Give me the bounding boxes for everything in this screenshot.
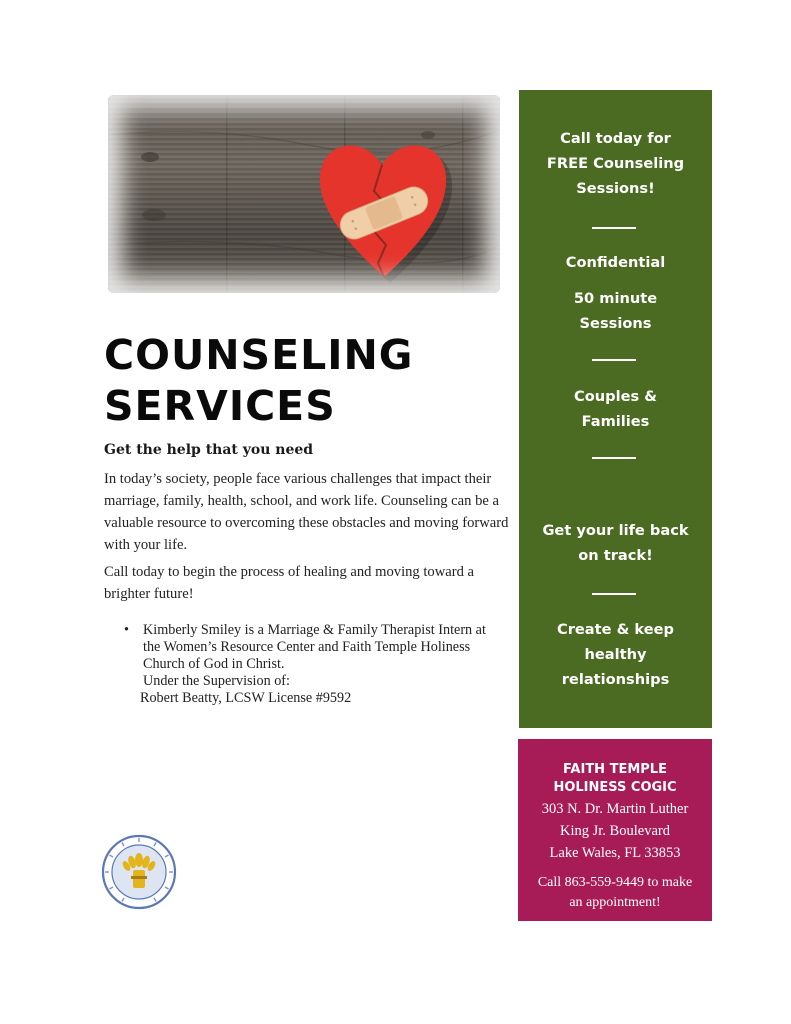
bullet-icon: • [124,622,129,638]
sidebar-line: Create & keep [557,621,674,638]
appointment-call [518,873,712,913]
couples-families-text [519,384,712,434]
sidebar-line: on track! [578,547,653,564]
address-line: King Jr. Boulevard [560,823,670,839]
church-name-line: HOLINESS COGIC [553,780,677,795]
church-name-line: FAITH TEMPLE [563,762,667,777]
relationships-text [519,617,712,692]
sidebar-line: 50 minute [573,290,658,307]
sidebar-line: Confidential [565,254,666,271]
page-title: COUNSELING SERVICES [104,331,414,430]
sidebar-line: Get your life back [542,522,689,539]
sidebar-line: healthy [584,646,647,663]
sidebar-line: Sessions! [576,180,655,197]
broken-heart-illustration [108,95,500,293]
therapist-line: Under the Supervision of: [143,673,290,689]
call-to-action-paragraph: Call today to begin the process of healing and moving toward a brighter future! [104,564,475,602]
church-address [518,798,712,864]
therapist-info [140,622,518,707]
confidential-text [519,250,712,275]
divider [592,359,636,361]
sidebar-line: Families [581,413,650,430]
sidebar-line: relationships [561,671,670,688]
sidebar-line: Sessions [579,315,652,332]
call-line: Call 863-559-9449 to make [537,875,693,890]
free-sessions-text [519,126,712,201]
divider [592,593,636,595]
therapist-line: Kimberly Smiley is a Marriage & Family Therapist Intern at [143,622,486,638]
therapist-line: the Women’s Resource Center and Faith Temple Holiness [143,639,471,655]
address-line: Lake Wales, FL 33853 [549,845,681,861]
divider [592,227,636,229]
therapist-line: Robert Beatty, LCSW License #9592 [140,690,352,706]
address-line: 303 N. Dr. Martin Luther [541,801,689,817]
church-name [518,761,712,797]
seal-icon [101,834,177,910]
sidebar-line: Call today for [560,130,671,147]
sidebar-line: FREE Counseling [546,155,685,172]
sidebar-line: Couples & [574,388,657,405]
church-seal-logo [101,834,177,910]
therapist-line: Church of God in Christ. [143,656,285,672]
benefits-sidebar [519,90,712,728]
call-line: an appointment! [569,895,661,910]
contact-panel [518,739,712,921]
life-back-text [519,518,712,568]
hero-photo [108,95,500,293]
subheading: Get the help that you need [104,442,314,458]
intro-paragraph: In today’s society, people face various challenges that impact their marriage, family, health, school, and work life. Counseling can be a valuable resource to overcoming these obstacles and moving forward with your life. [104,471,509,553]
session-length-text [519,286,712,336]
divider [592,457,636,459]
